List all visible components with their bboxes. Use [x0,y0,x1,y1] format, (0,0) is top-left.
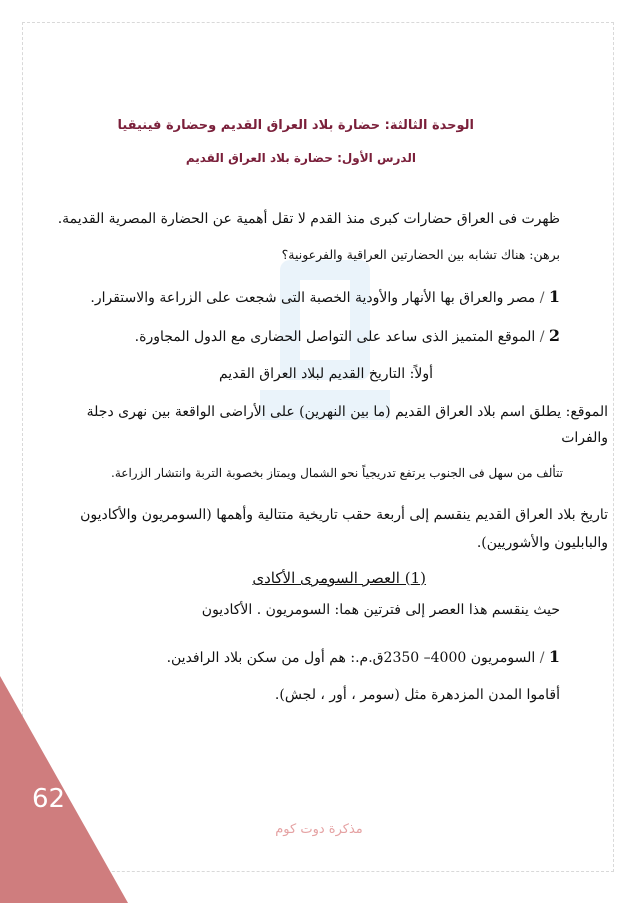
page-number: 62 [32,784,66,814]
footer-brand: مذكرة دوت كوم [275,822,363,837]
proof-separator: / [539,290,545,306]
location-line-1: الموقع: يطلق اسم بلاد العراق القديم (ما بين النهرين) على الأراضى الواقعة بين نهرى دجلة [86,404,608,420]
proof-number: 1 [548,287,560,306]
proof-item-1 [90,287,560,308]
location-line-2: والفرات [561,430,608,446]
proof-separator: / [539,329,545,345]
lesson-title: الدرس الأول: حضارة بلاد العراق القديم [185,151,416,165]
proof-item-2 [135,326,560,347]
era-heading: (1) العصر السومرى الأكادى [252,569,426,587]
cities-paragraph: أقاموا المدن المزدهرة مثل (سومر ، أور ، لجش). [274,687,560,703]
proof-number: 2 [548,326,560,345]
history-line-1: تاريخ بلاد العراق القديم ينقسم إلى أربعة حقب تاريخية متتالية وأهمها (السومريون والأكاديون [80,507,608,523]
unit-title: الوحدة الثالثة: حضارة بلاد العراق القديم وحضارة فينيقيا [117,118,474,133]
sumerians-separator: / [539,650,545,666]
sumerians-item [167,647,560,668]
intro-paragraph: ظهرت فى العراق حضارات كبرى منذ القدم لا تقل أهمية عن الحضارة المصرية القديمة. [57,211,560,227]
era-split-paragraph: حيث ينقسم هذا العصر إلى فترتين هما: السومريون . الأكاديون [201,602,560,618]
history-line-2: والبابليون والأشوريين). [476,535,608,551]
sumerians-text: السومريون 4000– 2350ق.م.: هم أول من سكن بلاد الرافدين. [166,650,536,666]
proof-question: برهن: هناك تشابه بين الحضارتين العراقية والفرعونية؟ [281,247,560,262]
proof-text: الموقع المتميز الذى ساعد على التواصل الحضارى مع الدول المجاورة. [134,329,536,345]
terrain-paragraph: تتألف من سهل فى الجنوب يرتفع تدريجياً نحو الشمال ويمتاز بخصوبة التربة وانتشار الزراعة. [111,466,563,480]
section-heading: أولاً: التاريخ القديم لبلاد العراق القديم [218,366,433,382]
sumerians-number: 1 [548,647,560,666]
proof-text: مصر والعراق بها الأنهار والأودية الخصبة التى شجعت على الزراعة والاستقرار. [90,290,536,306]
